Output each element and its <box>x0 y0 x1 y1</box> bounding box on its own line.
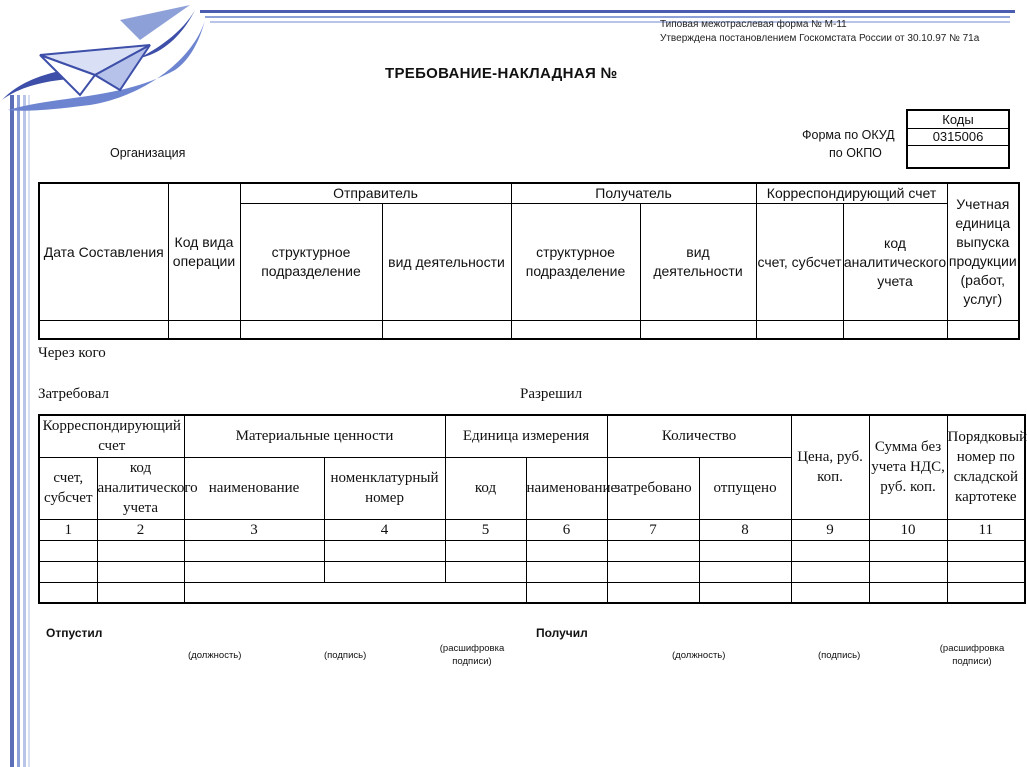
table-cell[interactable] <box>526 582 607 603</box>
col-number: 3 <box>184 519 324 540</box>
released-signature-caption: (подпись) <box>324 650 367 661</box>
table-cell[interactable] <box>607 540 699 561</box>
table-cell[interactable] <box>97 540 184 561</box>
sender-struct-header: структурное подразделение <box>240 204 382 321</box>
card-number-header: Порядковый номер по складской картотеке <box>947 415 1025 519</box>
col-number: 7 <box>607 519 699 540</box>
col-number: 10 <box>869 519 947 540</box>
table-cell[interactable] <box>947 321 1019 339</box>
unit-header: Единица измерения <box>445 415 607 457</box>
table-cell[interactable] <box>39 582 97 603</box>
col-number: 11 <box>947 519 1025 540</box>
table-cell[interactable] <box>947 561 1025 582</box>
released-position-caption: (должность) <box>188 650 242 661</box>
form-type-note: Типовая межотраслевая форма № М-11 <box>660 19 847 30</box>
table-cell[interactable] <box>756 321 843 339</box>
sender-activity-header: вид деятельности <box>382 204 511 321</box>
analytic-code-header: код аналитического учета <box>97 457 184 519</box>
price-header: Цена, руб. коп. <box>791 415 869 519</box>
table-cell[interactable] <box>97 582 184 603</box>
table-cell[interactable] <box>511 321 640 339</box>
header-table <box>38 182 1020 340</box>
table-cell[interactable] <box>184 582 526 603</box>
unit-header: Учетная единица выпуска продукции (работ, услуг) <box>947 183 1019 321</box>
col-number: 9 <box>791 519 869 540</box>
received-by-label: Получил <box>536 626 588 640</box>
receiver-struct-header: структурное подразделение <box>511 204 640 321</box>
table-cell[interactable] <box>97 561 184 582</box>
table-cell[interactable] <box>39 321 168 339</box>
materials-header: Материальные ценности <box>184 415 445 457</box>
table-cell[interactable] <box>240 321 382 339</box>
table-cell[interactable] <box>947 582 1025 603</box>
table-cell[interactable] <box>324 561 445 582</box>
quantity-header: Количество <box>607 415 791 457</box>
table-cell[interactable] <box>699 582 791 603</box>
table-cell[interactable] <box>445 540 526 561</box>
table-cell[interactable] <box>184 540 324 561</box>
table-cell[interactable] <box>699 561 791 582</box>
received-signature-caption: (подпись) <box>818 650 861 661</box>
released-by-label: Отпустил <box>46 626 103 640</box>
table-cell[interactable] <box>869 582 947 603</box>
materials-table <box>38 414 1026 604</box>
requested-qty-header: затребовано <box>607 457 699 519</box>
table-cell[interactable] <box>184 561 324 582</box>
received-position-caption: (должность) <box>672 650 726 661</box>
unit-name-header: наименование <box>526 457 607 519</box>
account-header: счет, субсчет <box>756 204 843 321</box>
table-cell[interactable] <box>39 561 97 582</box>
table-cell[interactable] <box>445 561 526 582</box>
table-cell[interactable] <box>791 561 869 582</box>
okpo-label: по ОКПО <box>829 146 882 160</box>
table-cell[interactable] <box>843 321 947 339</box>
organization-label: Организация <box>110 146 186 160</box>
table-cell[interactable] <box>869 540 947 561</box>
sum-header: Сумма без учета НДС, руб. коп. <box>869 415 947 519</box>
table-cell[interactable] <box>526 540 607 561</box>
document-title: ТРЕБОВАНИЕ-НАКЛАДНАЯ № <box>385 65 618 82</box>
name-header: наименование <box>184 457 324 519</box>
table-cell[interactable] <box>39 540 97 561</box>
table-cell[interactable] <box>607 561 699 582</box>
col-number: 6 <box>526 519 607 540</box>
analytic-code-header: код аналитического учета <box>843 204 947 321</box>
receiver-header: Получатель <box>511 183 756 204</box>
table-cell[interactable] <box>947 540 1025 561</box>
allowed-label: Разрешил <box>520 386 583 402</box>
date-header: Дата Составления <box>39 183 168 321</box>
approval-note: Утверждена постановлением Госкомстата России от 30.10.97 № 71а <box>660 33 980 44</box>
table-cell[interactable] <box>640 321 756 339</box>
table-cell[interactable] <box>791 540 869 561</box>
op-code-header: Код вида операции <box>168 183 240 321</box>
table-cell[interactable] <box>607 582 699 603</box>
codes-header: Коды <box>908 111 1008 129</box>
table-cell[interactable] <box>526 561 607 582</box>
col-number: 2 <box>97 519 184 540</box>
account-header: счет, субсчет <box>39 457 97 519</box>
col-number: 5 <box>445 519 526 540</box>
requested-label: Затребовал <box>38 386 109 402</box>
through-whom-label: Через кого <box>38 345 106 361</box>
logo-emblem <box>0 0 215 767</box>
okud-code-field[interactable]: 0315006 <box>908 129 1008 146</box>
sender-header: Отправитель <box>240 183 511 204</box>
codes-box <box>906 109 1010 169</box>
col-number: 1 <box>39 519 97 540</box>
col-number: 8 <box>699 519 791 540</box>
table-cell[interactable] <box>168 321 240 339</box>
unit-code-header: код <box>445 457 526 519</box>
receiver-activity-header: вид деятельности <box>640 204 756 321</box>
okud-label: Форма по ОКУД <box>802 128 895 142</box>
corr-account-header: Корреспондирующий счет <box>39 415 184 457</box>
corr-account-header: Корреспондирующий счет <box>756 183 947 204</box>
released-qty-header: отпущено <box>699 457 791 519</box>
received-decoding-caption: (расшифровка подписи) <box>939 643 1005 667</box>
table-cell[interactable] <box>324 540 445 561</box>
released-decoding-caption: (расшифровка подписи) <box>439 643 505 667</box>
table-cell[interactable] <box>382 321 511 339</box>
nomenclature-header: номенклатурный номер <box>324 457 445 519</box>
col-number: 4 <box>324 519 445 540</box>
table-cell[interactable] <box>869 561 947 582</box>
okpo-code-field[interactable] <box>908 146 1008 167</box>
table-cell[interactable] <box>699 540 791 561</box>
table-cell[interactable] <box>791 582 869 603</box>
